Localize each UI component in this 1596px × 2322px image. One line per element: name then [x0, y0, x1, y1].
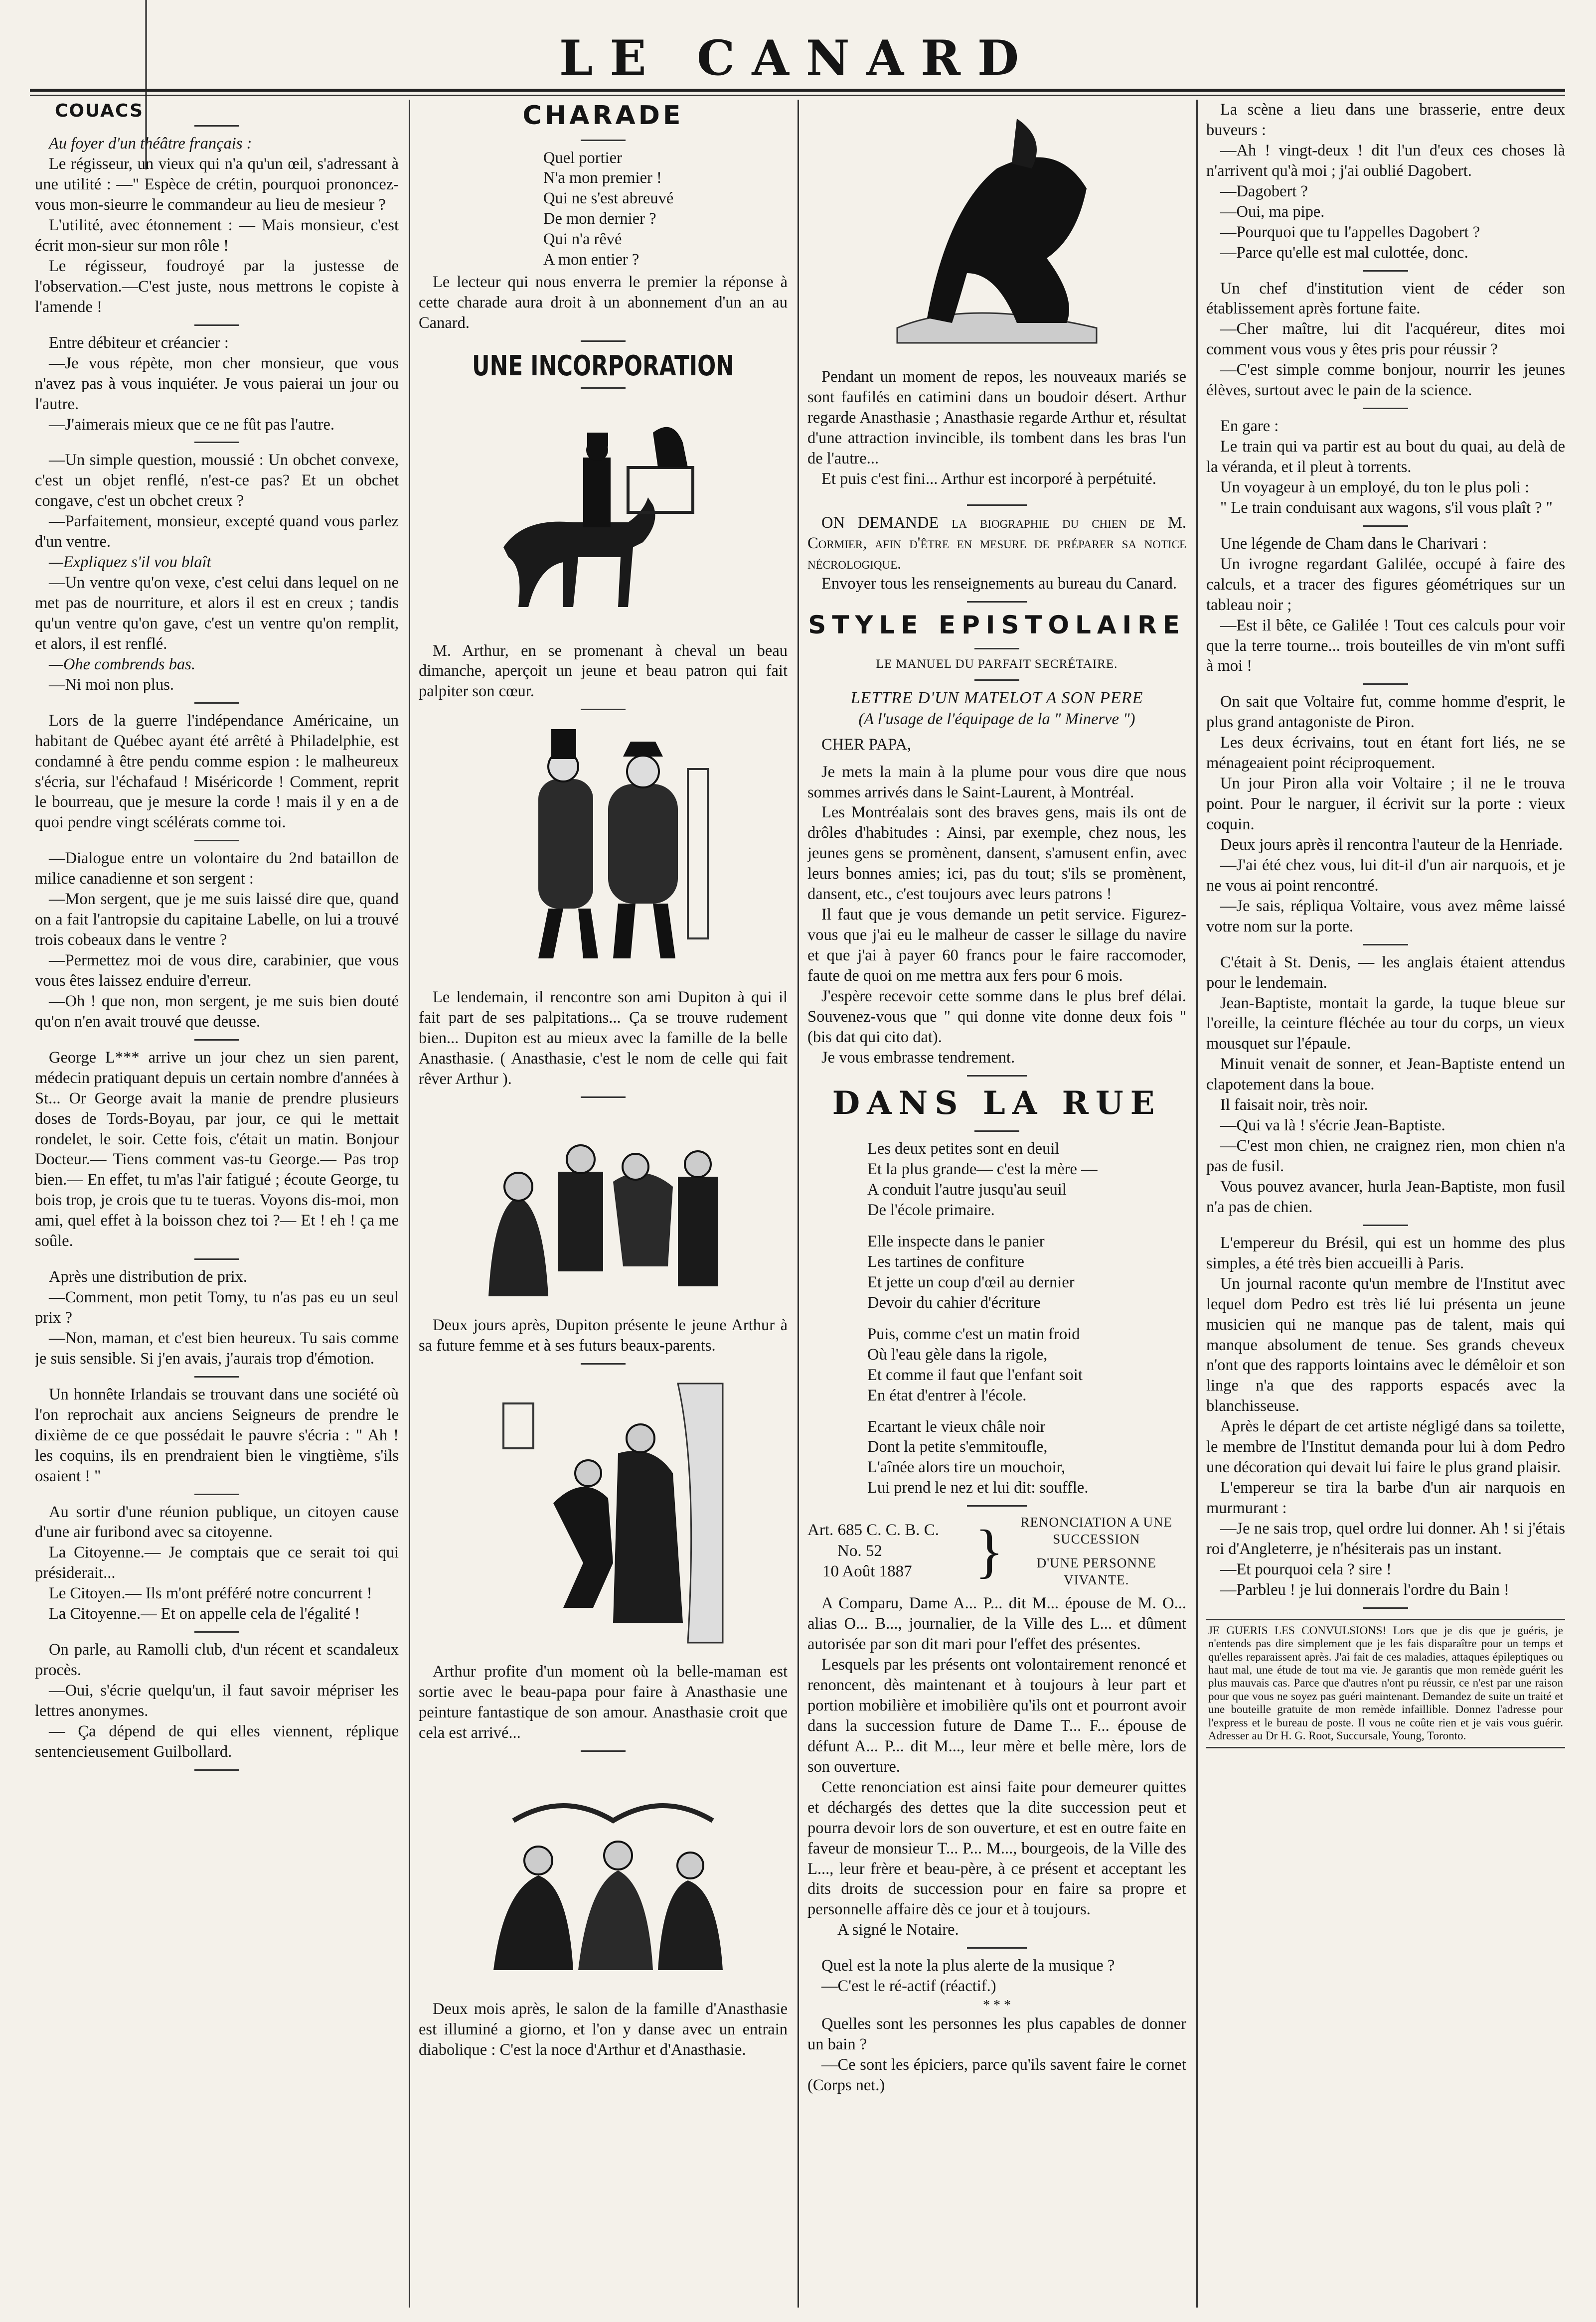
separator: [967, 1075, 1027, 1077]
verse-line: Où l'eau gèle dans la rigole,: [867, 1345, 1048, 1364]
caption-5: Deux mois après, le salon de la famille d'Anasthasie est illuminé a giorno, et l'on y danse avec un entrain diabolique : C'est la noce d'Arthur et d'Anasthasie.: [419, 2000, 788, 2059]
riddle-question-2: Quelles sont les personnes les plus capables de donner un bain ?: [807, 2015, 1186, 2054]
verse-line: Puis, comme c'est un matin froid: [867, 1325, 1080, 1343]
paragraph: Vous pouvez avancer, hurla Jean-Baptiste, mon fusil n'a pas de chien.: [1206, 1177, 1565, 1216]
verse-line: De mon dernier ?: [543, 210, 656, 228]
salutation: CHER PAPA,: [821, 735, 912, 754]
paragraph: George L*** arrive un jour chez un sien parent, médecin pratiquant depuis un certain nombre d'années à St... Or George avait la manie de prendre plusieurs doses de Tords-Boyau, par jour, ce qui le mettait rondelet, le soir. Cette fois, c'était un matin. Bonjour Docteur.— Tiens comment vas-tu George.— Pas trop bien.— En effet, tu m'as l'air fatigué ; écoute George, tu bois trop, je crois que tu te tueras. Voyons dis-moi, mon ami, quel effet à la boisson chez toi ?— Et ! eh ! ça me soûle.: [35, 1048, 399, 1250]
separator: [974, 1130, 1019, 1132]
paragraph: —Permettez moi de vous dire, carabinier, que vous vous êtes laissez enduire d'erreur.: [35, 951, 399, 990]
separator: [974, 679, 1019, 681]
verse-line: Elle inspecte dans le panier: [867, 1233, 1045, 1251]
paragraph: On parle, au Ramolli club, d'un récent et scandaleux procès.: [35, 1641, 399, 1680]
paragraph: Les Montréalais sont des braves gens, mais ils ont de drôles d'habitudes : Ainsi, par exemple, chez nous, les jeunes gens se promènent, dansent, s'amusent enfin, avec leurs bonnes amies; ici, pas du tout; s'ils se promènent, dansent, etc., c'est toujours avec leurs patrons !: [807, 803, 1186, 904]
asterism: * * *: [983, 1998, 1011, 2013]
paragraph: —Dagobert ?: [1220, 182, 1308, 200]
joke-empereur: [1206, 1233, 1565, 1600]
family-meeting-illustration: [464, 1107, 743, 1306]
separator: [581, 387, 626, 389]
legal-title: [1007, 1514, 1186, 1588]
couple-embrace-illustration: [867, 109, 1126, 358]
paragraph: —Parfaitement, monsieur, excepté quand vous parlez d'un ventre.: [35, 512, 399, 551]
charade-note: Le lecteur qui nous enverra le premier la réponse à cette charade aura droit à un abonnement d'un an au Canard.: [419, 273, 788, 332]
paragraph: J'espère recevoir cette somme dans le plus bref délai. Souvenez-vous que " qui donne vite donne deux fois " (bis dat qui cito dat).: [807, 987, 1186, 1046]
joke-dagobert: [1206, 100, 1565, 263]
verse-line: A conduit l'autre jusqu'au seuil: [867, 1181, 1067, 1199]
paragraph: —Expliquez s'il vou blaît: [49, 553, 211, 572]
verse-line: N'a mon premier !: [543, 169, 662, 187]
column-rule: [798, 100, 799, 2308]
separator: [1363, 525, 1408, 527]
column-rule: [1196, 100, 1198, 2308]
paragraph: Un jour Piron alla voir Voltaire ; il ne le trouva point. Pour le narguer, il écrivit sur la porte : vieux coquin.: [1206, 774, 1565, 833]
paragraph: La Citoyenne.— Et on appelle cela de l'égalité !: [49, 1605, 360, 1623]
paragraph: L'utilité, avec étonnement : — Mais monsieur, c'est écrit mon-sieur sur mon rôle !: [35, 216, 399, 255]
joke-voltaire: [1206, 692, 1565, 936]
separator: [194, 1769, 239, 1771]
caption-2: Le lendemain, il rencontre son ami Dupiton à qui il fait part de ses palpitations... Ça se trouve rudement bien... Dupiton est au mieux avec la famille de la belle Anasthasie. ( Anasthasie, c'est le nom de celle qui fait rêver Arthur ).: [419, 988, 788, 1088]
legal-title-line: RENONCIATION A UNE SUCCESSION: [1020, 1515, 1173, 1547]
paragraph: " Le train conduisant aux wagons, s'il vous plaît ? ": [1220, 498, 1553, 517]
joke-institution: [1206, 279, 1565, 401]
column-3: [807, 100, 1186, 2303]
separator: [194, 840, 239, 841]
verse-line: Lui prend le nez et lui dit: souffle.: [867, 1479, 1089, 1497]
separator: [1363, 1607, 1408, 1609]
paragraph: Au foyer d'un théâtre français :: [49, 135, 252, 153]
paragraph: Un ivrogne regardant Galilée, occupé à faire des calculs, et a tracer des figures géométriques sur un tableau noir ;: [1206, 555, 1565, 614]
paragraph: —Cher maître, lui dit l'acquéreur, dites moi comment vous vous y êtes pris pour réussir ?: [1206, 320, 1565, 359]
charade-verse: [543, 148, 788, 271]
verse-line: A mon entier ?: [543, 251, 639, 269]
separator: [1363, 944, 1408, 945]
letter-body: [807, 762, 1186, 1068]
separator: [194, 324, 239, 326]
separator: [194, 1631, 239, 1633]
separator: [194, 442, 239, 443]
verse-line: En état d'entrer à l'école.: [867, 1386, 1027, 1404]
separator: [1363, 1225, 1408, 1226]
legal-body: [807, 1593, 1186, 1940]
notice-send: Envoyer tous les renseignements au bureau du Canard.: [821, 575, 1177, 593]
joke-george: [35, 1048, 399, 1251]
paragraph: Lesquels par les présents ont volontairement renoncé et renoncent, dès maintenant et à toujours à leur part et portion mobilière et imobilière qu'ils ont et pourront avoir dans la succession future de Dame T... F... épouse de défunt A... P... dit M..., leur mère et belle mère, lors de son ouverture.: [807, 1656, 1186, 1776]
joke-citoyenne: [35, 1502, 399, 1625]
paragraph: On sait que Voltaire fut, comme homme d'esprit, le plus grand antagoniste de Piron.: [1206, 693, 1565, 732]
poem-stanza-3: [867, 1324, 1186, 1406]
verse-line: Devoir du cahier d'écriture: [867, 1293, 1041, 1312]
paragraph: Il faisait noir, très noir.: [1220, 1096, 1368, 1114]
joke-prix: [35, 1267, 399, 1369]
paragraph: A signé le Notaire.: [837, 1921, 959, 1939]
paragraph: Un honnête Irlandais se trouvant dans une société où l'on reprochait aux anciens Seigneurs de prendre le dixième de ce que possédait le pauvre s'écria : " Ah ! les coquins, ils en prendraient bien le vingtième, s'ils osaient ! ": [35, 1385, 399, 1485]
separator: [581, 1363, 626, 1365]
caption-3: Deux jours après, Dupiton présente le jeune Arthur à sa future femme et à ses futurs beaux-parents.: [419, 1316, 788, 1355]
paragraph: —C'est mon chien, ne craignez rien, mon chien n'a pas de fusil.: [1206, 1137, 1565, 1175]
joke-galilee: [1206, 534, 1565, 677]
joke-sergent: [35, 848, 399, 1032]
paragraph: —Ohe combrends bas.: [49, 655, 195, 673]
paragraph: Les deux écrivains, tout en étant fort liés, ne se ménageaient point réciproquement.: [1206, 734, 1565, 773]
paragraph: Deux jours après il rencontra l'auteur de la Henriade.: [1220, 835, 1563, 854]
ad-text: JE GUERIS LES CONVULSIONS! Lors que je dis que je guéris, je n'entends pas dire simplement que je les fais disparaître pour un temps et qu'elles reparaissent après. J'ai fait de ces maladies, attaques épileptiques ou haut mal, une étude de tout ma vie. Je garantis que mon remède guérit les plus mauvais cas. Parce que d'autres n'ont pu réussir, ce n'est par une raison pour que vous ne soyez pas guéri maintenant. Demandez de suite un traité et une bouteille gratuite de mon remède infaillible. Donnez l'adresse pour l'express et le bureau de poste. Il vous ne coûte rien et je vais vous guérir. Adresser au Dr H. G. Root, Succursale, Young, Toronto.: [1208, 1624, 1563, 1742]
paragraph: —Je vous répète, mon cher monsieur, que vous n'avez pas à vous inquiéter. Je vous paierai un jour ou l'autre.: [35, 354, 399, 413]
paragraph: —Je ne sais trop, quel ordre lui donner. Ah ! si j'étais roi d'Angleterre, je n'hésiterais pas un instant.: [1206, 1519, 1565, 1558]
separator: [194, 1039, 239, 1041]
poem-stanza-1: [867, 1139, 1186, 1221]
masthead-title: LE CANARD: [559, 30, 1036, 86]
joke-creditor: [35, 333, 399, 435]
paragraph: —Mon sergent, que je me suis laissé dire que, quand on a fait l'antropsie du capitaine Labelle, on lui a trouvé trois cobeaux dans le ventre ?: [35, 890, 399, 949]
separator: [581, 1750, 626, 1752]
paragraph: Il faut que je vous demande un petit service. Figurez-vous que j'ai eu le malheur de casser le sillage du navire et que j'ai à payer 60 francs pour le faire raccomoder, faute de quoi on me mettra aux fers pour 6 mois.: [807, 906, 1186, 985]
paragraph: —Qui va là ! s'écrie Jean-Baptiste.: [1220, 1116, 1445, 1135]
column-1: [35, 100, 399, 2303]
manual-subheading: LE MANUEL DU PARFAIT SECRÉTAIRE.: [876, 657, 1118, 671]
wedding-dance-illustration: [464, 1761, 743, 1990]
verse-line: Qui ne s'est abreuvé: [543, 189, 674, 208]
paragraph: La Citoyenne.— Je comptais que ce serait toi qui présiderait...: [35, 1544, 399, 1582]
paragraph: Le train qui va partir est au bout du quai, au delà de la véranda, et il pleut à torrents.: [1206, 438, 1565, 476]
legal-title-line: D'UNE PERSONNE VIVANTE.: [1036, 1555, 1156, 1588]
charade-heading: CHARADE: [522, 101, 684, 131]
paragraph: Lors de la guerre l'indépendance Américaine, un habitant de Québec ayant été arrêté à Philadelphie, est condamné à être pendu comme espion : le malheureux s'écria, sur l'échafaud ! Miséricorde ! Comment, reprit le bourreau, que je mesure la corde ! mais il y en a de quoi pendre vingt scélérats comme toi.: [35, 711, 399, 832]
couacs-heading: COUACS: [55, 101, 144, 121]
paragraph: —Je sais, répliqua Voltaire, vous avez même laissé votre nom sur la porte.: [1206, 897, 1565, 935]
paragraph: —Oh ! que non, mon sergent, je me suis bien douté qu'on n'en avait trouvé que deusse.: [35, 992, 399, 1031]
paragraph: —Pourquoi que tu l'appelles Dagobert ?: [1220, 223, 1480, 241]
paragraph: Au sortir d'une réunion publique, un citoyen cause d'une air furibond avec sa citoyenne.: [35, 1503, 399, 1542]
poem-stanza-2: [867, 1232, 1186, 1313]
column-4: [1206, 100, 1565, 2303]
paragraph: —Comment, mon petit Tomy, tu n'as pas eu un seul prix ?: [35, 1288, 399, 1327]
verse-line: Les tartines de confiture: [867, 1252, 1024, 1271]
verse-line: Ecartant le vieux châle noir: [867, 1417, 1046, 1436]
horse-rider-illustration: [464, 398, 743, 632]
legal-article: Art. 685 C. C. B. C.: [807, 1521, 940, 1539]
paragraph: Le régisseur, foudroyé par la justesse de l'observation.—C'est juste, nous mettrons le copiste à l'amende !: [35, 257, 399, 316]
paragraph: —Oui, s'écrie quelqu'un, il faut savoir mépriser les lettres anonymes.: [35, 1682, 399, 1720]
paragraph: —Parce qu'elle est mal culottée, donc.: [1220, 243, 1468, 262]
verse-line: Et jette un coup d'œil au dernier: [867, 1273, 1075, 1291]
riddle-answer-2: —Ce sont les épiciers, parce qu'ils savent faire le cornet (Corps net.): [807, 2056, 1186, 2095]
paragraph: La scène a lieu dans une brasserie, entre deux buveurs :: [1206, 101, 1565, 139]
riddle-question-1: Quel est la note la plus alerte de la musique ?: [821, 1957, 1115, 1975]
caption-1: M. Arthur, en se promenant à cheval un beau dimanche, aperçoit un jeune et beau patron qui fait palpiter son cœur.: [419, 641, 788, 701]
caption-7: Et puis c'est fini... Arthur est incorporé à perpétuité.: [821, 469, 1156, 488]
paragraph: A Comparu, Dame A... P... dit M... épouse de M. O... alias O... B..., journalier, de la Ville des L... et dûment autorisée par son dit mari pour l'effet des présentes.: [807, 1594, 1186, 1654]
separator: [194, 1494, 239, 1495]
paragraph: Jean-Baptiste, montait la garde, la tuque bleue sur l'oreille, la ceinture fléchée au tour du corps, un vieux mousquet sur l'épaule.: [1206, 994, 1565, 1053]
paragraph: Le régisseur, un vieux qui n'a qu'un œil, s'adressant à une utilité : —" Espèce de crétin, pourquoi prononcez-vous mon-sieurre le commandeur au lieu de mesieur ?: [35, 155, 399, 214]
verse-line: Les deux petites sont en deuil: [867, 1140, 1060, 1158]
joke-convexe: [35, 450, 399, 695]
paragraph: Une légende de Cham dans le Charivari :: [1220, 534, 1487, 553]
paragraph: Je mets la main à la plume pour vous dire que nous sommes arrivés dans le Saint-Laurent, à Montréal.: [807, 763, 1186, 801]
separator: [1363, 408, 1408, 409]
separator: [194, 1258, 239, 1260]
paragraph: Minuit venait de sonner, et Jean-Baptiste entend un clapotement dans la boue.: [1206, 1055, 1565, 1094]
joke-st-denis: [1206, 952, 1565, 1218]
letter-subtitle: (A l'usage de l'équipage de la " Minerve "): [858, 710, 1135, 728]
paragraph: —Ni moi non plus.: [49, 675, 174, 694]
paragraph: Je vous embrasse tendrement.: [821, 1048, 1015, 1067]
riddle-answer-1: —C'est le ré-actif (réactif.): [821, 1977, 996, 1996]
paragraph: —Est il bête, ce Galilée ! Tout ces calculs pour voir que la terre tourne... trois bouteilles de vin m'ont suffi à moi !: [1206, 616, 1565, 675]
paragraph: —J'aimerais mieux que ce ne fût pas l'autre.: [49, 415, 335, 434]
verse-line: L'aînée alors tire un mouchoir,: [867, 1458, 1066, 1477]
verse-line: Qui n'a rêvé: [543, 230, 622, 249]
paragraph: Un voyageur à un employé, du ton le plus poli :: [1220, 478, 1530, 496]
paragraph: —Ah ! vingt-deux ! dit l'un d'eux ces choses là n'arrivent qu'à moi ; j'ai oublié Dagobert.: [1206, 141, 1565, 180]
paragraph: —C'est simple comme bonjour, nourrir les jeunes élèves, surtout avec le pain de la science.: [1206, 361, 1565, 400]
verse-line: Et la plus grande— c'est la mère —: [867, 1160, 1098, 1179]
paragraph: —Dialogue entre un volontaire du 2nd bataillon de milice canadienne et son sergent :: [35, 849, 399, 888]
separator: [1363, 270, 1408, 272]
separator: [974, 648, 1019, 649]
verse-line: Quel portier: [543, 149, 622, 167]
column-2: [419, 100, 788, 2303]
verse-line: Dont la petite s'emmitoufle,: [867, 1438, 1048, 1456]
caption-4: Arthur profite d'un moment où la belle-maman est sortie avec le beau-papa pour faire à Anasthasie une peinture fantastique de son amour. Anasthasie croit que cela est arrivé...: [419, 1662, 788, 1742]
separator: [581, 140, 626, 141]
advertisement-convulsions: [1206, 1619, 1565, 1748]
separator: [194, 1376, 239, 1378]
joke-ramolli: [35, 1640, 399, 1762]
separator: [967, 1505, 1027, 1507]
separator: [967, 1947, 1027, 1949]
paragraph: En gare :: [1220, 417, 1279, 436]
paragraph: C'était à St. Denis, — les anglais étaient attendus pour le lendemain.: [1206, 953, 1565, 992]
separator: [581, 709, 626, 710]
verse-line: Et comme il faut que l'enfant soit: [867, 1366, 1083, 1384]
paragraph: Après le départ de cet artiste négligé dans sa toilette, le membre de l'Institut demanda pour lui à dom Pedro une décoration qui devait lui faire le plus grand plaisir.: [1206, 1417, 1565, 1477]
separator: [194, 702, 239, 704]
paragraph: Entre débiteur et créancier :: [49, 333, 229, 352]
caption-6: Pendant un moment de repos, les nouveaux mariés se sont faufilés en catimini dans un boudoir désert. Arthur regarde Anasthasie ; Anasthasie regarde Arthur et, résultat d'une attraction invincible, ils tombent dans les bras l'un de l'autre...: [807, 368, 1186, 467]
masthead-rule: [30, 89, 1565, 96]
paragraph: —J'ai été chez vous, lui dit-il d'un air narquois, et je ne vous ai point rencontré.: [1206, 856, 1565, 895]
paragraph: Un chef d'institution vient de céder son établissement après fortune faite.: [1206, 279, 1565, 318]
paragraph: —Non, maman, et c'est bien heureux. Tu sais comme je suis sensible. Si j'en avais, j'aurais trop d'émotion.: [35, 1329, 399, 1368]
column-rule: [409, 100, 410, 2308]
separator: [581, 1096, 626, 1098]
ink-line-mark: [145, 0, 148, 169]
joke-quebec: [35, 711, 399, 833]
dans-la-rue-heading: DANS LA RUE: [832, 1084, 1162, 1122]
brace-glyph: }: [975, 1518, 1004, 1584]
paragraph: —Un ventre qu'on vexe, c'est celui dans lequel on ne met pas de nourriture, et alors il est en creux ; tandis qu'un ventre qu'on gave, c'est un ventre qu'on remplit, et alors, il est renflé.: [35, 574, 399, 653]
paragraph: Cette renonciation est ainsi faite pour demeurer quittes et déchargés des dettes que la dite succession peut et pourra devoir lors de son ouverture, et est en outre faite en faveur de monsieur T... P... M..., bourgeois, de la Ville des L..., leur frère et beau-père, à ce présent et acceptant les dits droits de succession pour en faire sa propre et personnelle affaire dès ce jour et à toujours.: [807, 1778, 1186, 1919]
paragraph: L'empereur du Brésil, qui est un homme des plus simples, a été très bien accueilli à Paris.: [1206, 1234, 1565, 1272]
notice-dog: ON DEMANDE la biographie du chien de M. Cormier, afin d'être en mesure de préparer sa notice nécrologique.: [807, 513, 1186, 573]
poem-stanza-4: [867, 1417, 1186, 1499]
joke-gare: [1206, 416, 1565, 518]
paragraph: Après une distribution de prix.: [49, 1268, 248, 1286]
joke-irlandais: [35, 1385, 399, 1487]
paragraph: —Oui, ma pipe.: [1220, 202, 1325, 221]
paragraph: — Ça dépend de qui elles viennent, réplique sentencieusement Guilbollard.: [35, 1722, 399, 1761]
separator: [967, 601, 1027, 603]
joke-theatre: [35, 134, 399, 317]
legal-header: [807, 1514, 1186, 1588]
legal-date: 10 Août 1887: [822, 1562, 912, 1581]
letter-title: LETTRE D'UN MATELOT A SON PERE: [850, 688, 1143, 707]
incorporation-heading: UNE INCORPORATION: [472, 349, 734, 382]
legal-number: No. 52: [837, 1542, 882, 1560]
paragraph: —Un simple question, moussié : Un obchet convexe, c'est un objet renflé, n'est-ce pas? Et un obchet congave, c'est un obchet creux ?: [35, 451, 399, 510]
separator: [967, 504, 1027, 506]
paragraph: L'empereur se tira la barbe d'un air narquois en murmurant :: [1206, 1479, 1565, 1517]
style-epistolaire-heading: STYLE EPISTOLAIRE: [808, 611, 1186, 640]
two-men-illustration: [464, 719, 743, 978]
paragraph: Un journal raconte qu'un membre de l'Institut avec lequel dom Pedro est très lié lui présenta un jeune musicien qui ne manque pas de talent, mais qui manque absolument de tenue. Ses grands cheveux n'ont que des rapports lointains avec le démêloir et son linge n'a que des rapports espacés avec la blanchisseuse.: [1206, 1274, 1565, 1415]
paragraph: Le Citoyen.— Ils m'ont préféré notre concurrent !: [49, 1584, 372, 1603]
paragraph: —Et pourquoi cela ? sire !: [1220, 1560, 1392, 1578]
separator: [1363, 683, 1408, 685]
separator: [581, 340, 626, 342]
verse-line: De l'école primaire.: [867, 1201, 995, 1220]
separator: [194, 125, 239, 127]
paragraph: —Parbleu ! je lui donnerais l'ordre du Bain !: [1220, 1580, 1509, 1599]
legal-reference: [807, 1520, 972, 1582]
kneeling-illustration: [464, 1374, 743, 1653]
